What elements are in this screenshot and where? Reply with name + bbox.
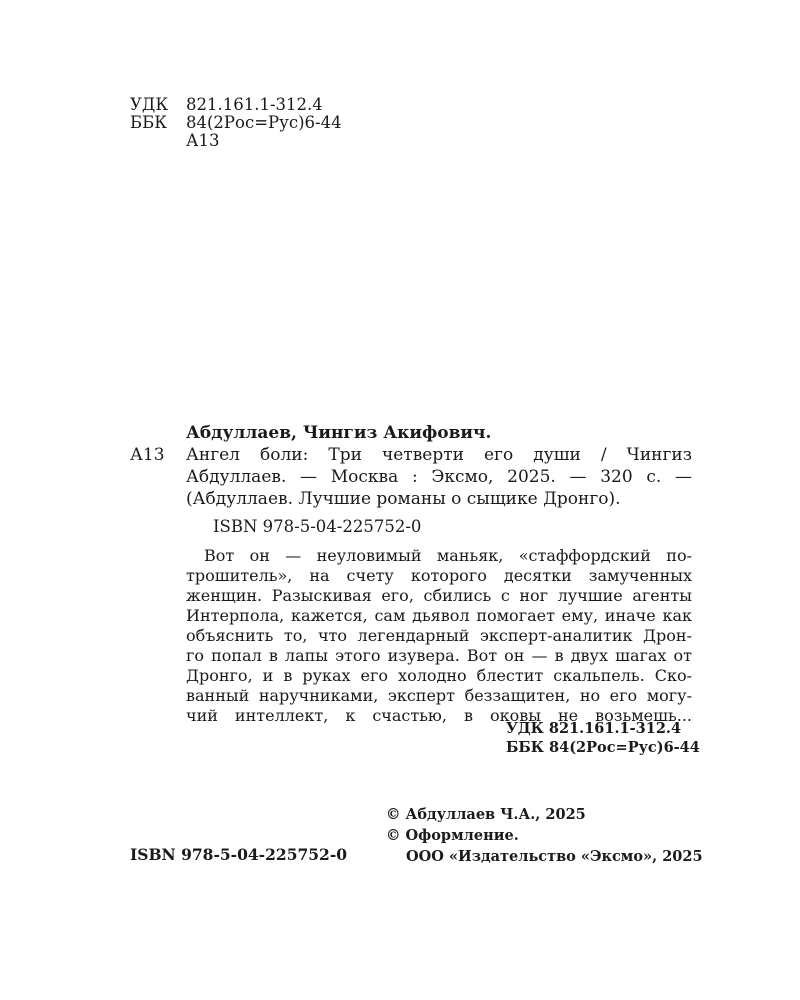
bbk-bold: ББК 84(2Рос=Рус)6-44	[506, 739, 700, 756]
bibliographic-description	[186, 444, 692, 510]
annotation-line: ванный наручниками, эксперт беззащитен, но его могу-	[186, 686, 692, 705]
annotation-line: женщин. Разыскивая его, сбились с ног лучшие агенты	[186, 586, 692, 605]
cutter-number: А13	[130, 445, 165, 465]
bib-line: (Абдуллаев. Лучшие романы о сыщике Дронго).	[186, 489, 621, 509]
bib-line: Абдуллаев. — Москва : Эксмо, 2025. — 320 с. —	[186, 467, 692, 487]
annotation-line: Интерпола, кажется, сам дьявол помогает ему, иначе как	[186, 606, 692, 625]
publisher-copyright: ООО «Издательство «Эксмо», 2025	[406, 848, 703, 865]
annotation-line: Дронго, и в руках его холодно блестит скальпель. Ско-	[186, 666, 692, 685]
cutter-number-top: А13	[186, 131, 220, 150]
annotation-line: объяснить то, что легендарный эксперт-аналитик Дрон-	[186, 626, 692, 645]
copyright-design: © Оформление.	[386, 827, 519, 844]
udk-label-top: УДК	[130, 95, 169, 114]
isbn-record: ISBN 978-5-04-225752-0	[213, 517, 422, 536]
annotation-line: го попал в лапы этого изувера. Вот он — в двух шагах от	[186, 646, 692, 665]
copyright-author: © Абдуллаев Ч.А., 2025	[386, 806, 586, 823]
annotation-line: Вот он — неуловимый маньяк, «стаффордский по-	[204, 546, 692, 565]
isbn-bottom: ISBN 978-5-04-225752-0	[130, 845, 348, 864]
bbk-label-top: ББК	[130, 113, 168, 132]
annotation-line: трошитель», на счету которого десятки замученных	[186, 566, 692, 585]
bbk-value-top: 84(2Рос=Рус)6-44	[186, 113, 342, 132]
udk-value-top: 821.161.1-312.4	[186, 95, 323, 114]
annotation	[186, 546, 692, 726]
udk-bold: УДК 821.161.1-312.4	[506, 720, 682, 737]
bib-line: Ангел боли: Три четверти его души / Чингиз	[186, 445, 692, 465]
annotation-line: чий интеллект, к счастью, в оковы не возьмешь...	[186, 706, 692, 725]
author-heading: Абдуллаев, Чингиз Акифович.	[186, 423, 492, 443]
